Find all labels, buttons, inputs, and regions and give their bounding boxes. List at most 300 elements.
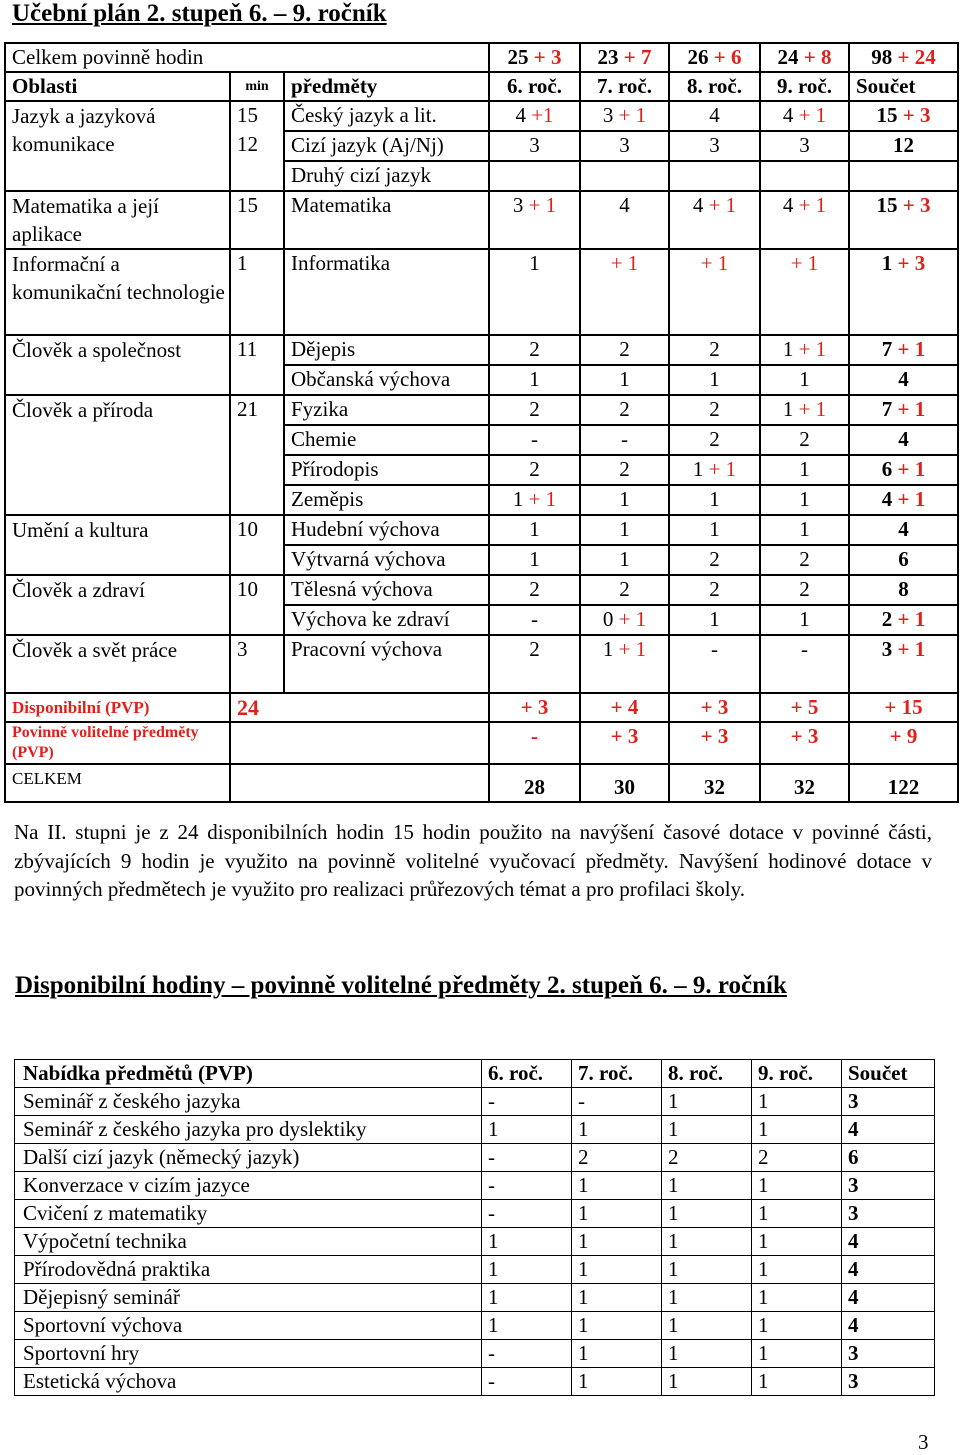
offer-grade-value: 1 [662, 1312, 752, 1340]
sum-value [849, 575, 958, 605]
offer-row [15, 1256, 935, 1284]
cell-base-value: 4 [881, 487, 893, 511]
cell-extra-value: + 3 [897, 103, 931, 127]
cell-base-value: 1 [782, 337, 794, 361]
offer-grade-value: 2 [572, 1144, 662, 1172]
min-cell: 15 [230, 101, 284, 131]
cell-extra-value: + 1 [613, 103, 647, 127]
cell-base-value: 4 [782, 193, 794, 217]
grade-value [489, 635, 580, 693]
cell-extra-value: +1 [525, 103, 554, 127]
area-cell: Informační a komunikační technologie [5, 249, 230, 335]
disponibilni-row [5, 693, 958, 722]
area-cell: Jazyk a jazyková komunikace [5, 101, 230, 191]
grade-value [760, 365, 849, 395]
cell-base-value: 2 [619, 397, 630, 421]
offer-row [15, 1312, 935, 1340]
celkem-sum: 122 [849, 764, 958, 802]
min-cell: 3 [230, 635, 284, 693]
header-grade: 8. roč. [669, 72, 760, 101]
totals-row [5, 43, 958, 72]
grade-value [760, 515, 849, 545]
offer-sum: 3 [842, 1200, 935, 1228]
grade-value [669, 161, 760, 191]
offer-row [15, 1368, 935, 1396]
header-grade: 7. roč. [580, 72, 669, 101]
min-cell: 15 [230, 191, 284, 249]
offer-subject: Seminář z českého jazyka pro dyslektiky [15, 1116, 482, 1144]
grade-value [669, 131, 760, 161]
disponibilni-value: + 4 [580, 693, 669, 722]
cell-base-value: 1 [619, 517, 630, 541]
grade-value [669, 365, 760, 395]
min-cell [230, 605, 284, 635]
grade-value [760, 425, 849, 455]
subject-cell: Matematika [284, 191, 489, 249]
cell-base-value: 1 [799, 517, 810, 541]
area-cell: Člověk a společnost [5, 335, 230, 395]
cell-extra-value: + 1 [892, 397, 926, 421]
offer-sum: 6 [842, 1144, 935, 1172]
header-sum: Součet [849, 72, 958, 101]
grade-value [760, 395, 849, 425]
cell-extra-value: + 6 [708, 45, 742, 69]
cell-base-value: 2 [799, 577, 810, 601]
cell-base-value: 1 [709, 607, 720, 631]
note-paragraph: Na II. stupni je z 24 disponibilních hodin 15 hodin použito na navýšení časové dotace v povinné části, zbývajících 9 hodin je využito na povinně volitelné vyučovací předměty. Navýšení hodinové dotace v povinných předmětech je využito pro realizaci průřezových témat a pro profilaci školy. [14, 820, 932, 901]
grade-value [489, 575, 580, 605]
grade-value [580, 335, 669, 365]
min-cell [230, 545, 284, 575]
cell-base-value: 1 [709, 517, 720, 541]
grade-value [580, 101, 669, 131]
cell-base-value: 6 [898, 547, 909, 571]
cell-extra-value: + 1 [700, 251, 729, 275]
cell-base-value: 4 [619, 193, 630, 217]
offer-sum: 3 [842, 1340, 935, 1368]
cell-base-value: 1 [881, 251, 893, 275]
offer-grade-value: 1 [662, 1172, 752, 1200]
grade-value [760, 191, 849, 249]
cell-extra-value: + 1 [892, 457, 926, 481]
subject-cell: Pracovní výchova [284, 635, 489, 693]
offer-grade-value: 1 [752, 1256, 842, 1284]
cell-extra-value: + 8 [798, 45, 832, 69]
grade-value [580, 515, 669, 545]
offer-grade-value: 1 [662, 1088, 752, 1116]
offer-grade-value: 1 [572, 1228, 662, 1256]
offer-sum: 3 [842, 1088, 935, 1116]
cell-base-value: 4 [782, 103, 794, 127]
cell-base-value: 4 [898, 427, 909, 451]
subject-cell: Tělesná výchova [284, 575, 489, 605]
offer-header-col: 6. roč. [482, 1060, 572, 1088]
cell-extra-value: + 1 [793, 103, 827, 127]
grade-value [489, 395, 580, 425]
offer-grade-value: 1 [752, 1312, 842, 1340]
cell-base-value: 2 [709, 397, 720, 421]
area-cell: Člověk a svět práce [5, 635, 230, 693]
table-row [5, 515, 958, 545]
offer-grade-value: 1 [482, 1228, 572, 1256]
offer-row [15, 1340, 935, 1368]
cell-extra-value: + 1 [613, 637, 647, 661]
offer-header-col: Součet [842, 1060, 935, 1088]
cell-base-value: 26 [687, 45, 709, 69]
offer-grade-value: - [482, 1340, 572, 1368]
grade-value [580, 485, 669, 515]
cell-base-value: 4 [515, 103, 526, 127]
cell-base-value: 2 [529, 337, 540, 361]
cell-base-value: 2 [619, 337, 630, 361]
offer-grade-value: 1 [752, 1340, 842, 1368]
offer-sum: 4 [842, 1284, 935, 1312]
cell-base-value: 1 [529, 517, 540, 541]
cell-base-value: 3 [529, 133, 540, 157]
offer-grade-value: - [482, 1200, 572, 1228]
cell-base-value: 1 [799, 487, 810, 511]
cell-extra-value: + 1 [793, 193, 827, 217]
volitelne-label: Povinně volitelné předměty (PVP) [5, 722, 230, 764]
sum-value [849, 131, 958, 161]
subject-cell: Informatika [284, 249, 489, 335]
offer-grade-value: - [572, 1088, 662, 1116]
offer-row [15, 1116, 935, 1144]
celkem-empty [230, 764, 489, 802]
offer-grade-value: 1 [662, 1284, 752, 1312]
sum-value [849, 605, 958, 635]
cell-base-value: 2 [619, 577, 630, 601]
offer-sum: 4 [842, 1256, 935, 1284]
grade-value [669, 335, 760, 365]
area-cell: Umění a kultura [5, 515, 230, 575]
offer-grade-value: 1 [572, 1200, 662, 1228]
grade-value [489, 335, 580, 365]
cell-base-value: 2 [881, 607, 893, 631]
grade-value [669, 605, 760, 635]
grade-value [580, 161, 669, 191]
grade-value [489, 131, 580, 161]
subject-cell: Fyzika [284, 395, 489, 425]
offer-sum: 4 [842, 1116, 935, 1144]
cell-extra-value: + 24 [892, 45, 936, 69]
offer-grade-value: 1 [662, 1200, 752, 1228]
offer-header-col: 7. roč. [572, 1060, 662, 1088]
celkem-value: 32 [669, 764, 760, 802]
grade-value [760, 335, 849, 365]
subject-cell: Výtvarná výchova [284, 545, 489, 575]
cell-extra-value: + 3 [897, 193, 931, 217]
grade-value [580, 545, 669, 575]
cell-extra-value: + 1 [523, 193, 557, 217]
grade-value [760, 605, 849, 635]
cell-base-value: 7 [881, 337, 893, 361]
cell-base-value: 0 [602, 607, 614, 631]
offer-grade-value: 1 [662, 1340, 752, 1368]
grade-value [580, 131, 669, 161]
offer-row [15, 1088, 935, 1116]
sum-value [849, 635, 958, 693]
cell-extra-value: + 1 [892, 607, 926, 631]
offer-grade-value: 1 [572, 1312, 662, 1340]
cell-base-value: 12 [893, 133, 914, 157]
sum-value [849, 161, 958, 191]
cell-base-value: 25 [507, 45, 529, 69]
offer-grade-value: 1 [482, 1116, 572, 1144]
cell-base-value: 1 [619, 367, 630, 391]
cell-base-value: 2 [529, 457, 540, 481]
offer-subject: Sportovní hry [15, 1340, 482, 1368]
offer-sum: 4 [842, 1228, 935, 1256]
offer-grade-value: 2 [752, 1144, 842, 1172]
grade-value [760, 575, 849, 605]
cell-extra-value: + 1 [703, 193, 737, 217]
offer-grade-value: 2 [662, 1144, 752, 1172]
area-cell: Matematika a její aplikace [5, 191, 230, 249]
cell-base-value: 6 [881, 457, 893, 481]
cell-base-value: 1 [709, 367, 720, 391]
min-cell [230, 485, 284, 515]
offer-header-name: Nabídka předmětů (PVP) [15, 1060, 482, 1088]
cell-base-value: 3 [512, 193, 524, 217]
subject-cell: Druhý cizí jazyk [284, 161, 489, 191]
disponibilni-label: Disponibilní (PVP) [5, 693, 230, 722]
cell-base-value: - [801, 637, 808, 661]
volitelne-value: + 3 [760, 722, 849, 764]
min-cell: 21 [230, 395, 284, 425]
cell-extra-value: + 1 [610, 251, 639, 275]
total-value [580, 43, 669, 72]
grade-value [489, 425, 580, 455]
area-cell: Člověk a příroda [5, 395, 230, 515]
sum-value [849, 365, 958, 395]
cell-base-value: - [531, 427, 538, 451]
grade-value [669, 485, 760, 515]
cell-extra-value: + 1 [892, 637, 926, 661]
cell-base-value: 2 [709, 547, 720, 571]
subject-cell: Cizí jazyk (Aj/Nj) [284, 131, 489, 161]
elective-offer-table [14, 1059, 935, 1396]
disponibilni-sum: + 15 [849, 693, 958, 722]
offer-grade-value: - [482, 1368, 572, 1396]
sum-value [849, 455, 958, 485]
sum-value [849, 395, 958, 425]
cell-base-value: 3 [799, 133, 810, 157]
offer-header-col: 8. roč. [662, 1060, 752, 1088]
cell-base-value: - [531, 607, 538, 631]
offer-grade-value: 1 [572, 1368, 662, 1396]
offer-grade-value: 1 [662, 1256, 752, 1284]
grade-value [580, 365, 669, 395]
offer-row [15, 1200, 935, 1228]
cell-extra-value: + 7 [618, 45, 652, 69]
cell-extra-value: + 1 [793, 337, 827, 361]
grade-value [580, 425, 669, 455]
cell-base-value: 4 [709, 103, 720, 127]
offer-grade-value: 1 [752, 1368, 842, 1396]
table-row [5, 395, 958, 425]
header-grade: 9. roč. [760, 72, 849, 101]
cell-base-value: 3 [619, 133, 630, 157]
disponibilni-value: + 3 [489, 693, 580, 722]
min-cell: 10 [230, 515, 284, 545]
sum-value [849, 191, 958, 249]
disponibilni-value: + 3 [669, 693, 760, 722]
grade-value [669, 515, 760, 545]
offer-sum: 3 [842, 1172, 935, 1200]
grade-value [489, 365, 580, 395]
offer-sum: 4 [842, 1312, 935, 1340]
sum-value [849, 485, 958, 515]
cell-base-value: 3 [709, 133, 720, 157]
min-cell [230, 455, 284, 485]
cell-base-value: 1 [602, 637, 614, 661]
table-row [5, 575, 958, 605]
grade-value [669, 249, 760, 335]
grade-value [760, 545, 849, 575]
total-value [489, 43, 580, 72]
cell-base-value: 24 [777, 45, 799, 69]
offer-grade-value: 1 [572, 1284, 662, 1312]
cell-base-value: 3 [881, 637, 893, 661]
offer-subject: Seminář z českého jazyka [15, 1088, 482, 1116]
celkem-value: 32 [760, 764, 849, 802]
cell-extra-value: + 1 [703, 457, 737, 481]
offer-grade-value: 1 [572, 1116, 662, 1144]
offer-subject: Estetická výchova [15, 1368, 482, 1396]
cell-base-value: 1 [799, 457, 810, 481]
disponibilni-value: + 5 [760, 693, 849, 722]
table-row [5, 249, 958, 335]
table-row [5, 335, 958, 365]
offer-subject: Dějepisný seminář [15, 1284, 482, 1312]
cell-base-value: 2 [799, 547, 810, 571]
cell-extra-value: + 1 [892, 337, 926, 361]
cell-base-value: 7 [881, 397, 893, 421]
offer-grade-value: 1 [662, 1228, 752, 1256]
cell-base-value: 2 [619, 457, 630, 481]
grade-value [760, 101, 849, 131]
grade-value [489, 605, 580, 635]
subject-cell: Chemie [284, 425, 489, 455]
offer-grade-value: 1 [482, 1256, 572, 1284]
offer-grade-value: - [482, 1088, 572, 1116]
celkem-value: 28 [489, 764, 580, 802]
cell-base-value: 1 [529, 367, 540, 391]
grade-value [580, 635, 669, 693]
cell-base-value: 4 [692, 193, 704, 217]
offer-grade-value: 1 [482, 1284, 572, 1312]
sum-value [849, 249, 958, 335]
grade-value [669, 575, 760, 605]
cell-base-value: 1 [512, 487, 524, 511]
subject-cell: Hudební výchova [284, 515, 489, 545]
total-value [669, 43, 760, 72]
cell-base-value: 2 [709, 427, 720, 451]
cell-base-value: 8 [898, 577, 909, 601]
grade-value [489, 161, 580, 191]
offer-grade-value: 1 [572, 1256, 662, 1284]
sum-value [849, 515, 958, 545]
total-label: Celkem povinně hodin [5, 43, 489, 72]
subject-cell: Dějepis [284, 335, 489, 365]
volitelne-value: + 3 [580, 722, 669, 764]
volitelne-sum: + 9 [849, 722, 958, 764]
sum-value [849, 425, 958, 455]
cell-base-value: 1 [692, 457, 704, 481]
table-row [5, 101, 958, 131]
cell-base-value: 1 [619, 487, 630, 511]
table-row [5, 191, 958, 249]
offer-row [15, 1144, 935, 1172]
cell-base-value: 2 [709, 577, 720, 601]
header-oblasti: Oblasti [5, 72, 230, 101]
header-row [5, 72, 958, 101]
cell-base-value: 15 [876, 103, 898, 127]
min-cell [230, 425, 284, 455]
cell-extra-value: + 1 [892, 487, 926, 511]
offer-subject: Sportovní výchova [15, 1312, 482, 1340]
offer-subject: Další cizí jazyk (německý jazyk) [15, 1144, 482, 1172]
cell-extra-value: + 1 [523, 487, 557, 511]
offer-grade-value: 1 [662, 1116, 752, 1144]
subject-cell: Zeměpis [284, 485, 489, 515]
grade-value [669, 101, 760, 131]
subject-cell: Občanská výchova [284, 365, 489, 395]
cell-base-value: - [621, 427, 628, 451]
offer-grade-value: 1 [752, 1228, 842, 1256]
grade-value [669, 191, 760, 249]
grade-value [580, 575, 669, 605]
offer-row [15, 1172, 935, 1200]
cell-extra-value: + 3 [528, 45, 562, 69]
offer-grade-value: - [482, 1172, 572, 1200]
sum-value [849, 101, 958, 131]
grade-value [580, 395, 669, 425]
cell-base-value: 1 [782, 397, 794, 421]
min-cell: 1 [230, 249, 284, 335]
offer-grade-value: 1 [662, 1368, 752, 1396]
celkem-value: 30 [580, 764, 669, 802]
section-title: Disponibilní hodiny – povinně volitelné předměty 2. stupeň 6. – 9. ročník [15, 972, 787, 999]
volitelne-value: + 3 [669, 722, 760, 764]
page-title: Učební plán 2. stupeň 6. – 9. ročník [12, 0, 387, 27]
grade-value [489, 191, 580, 249]
cell-base-value: 1 [799, 607, 810, 631]
offer-grade-value: 1 [482, 1312, 572, 1340]
volitelne-value: - [489, 722, 580, 764]
cell-extra-value: + 1 [790, 251, 819, 275]
grade-value [489, 455, 580, 485]
grade-value [760, 131, 849, 161]
grade-value [760, 455, 849, 485]
grade-value [489, 249, 580, 335]
header-grade: 6. roč. [489, 72, 580, 101]
sum-value [849, 335, 958, 365]
grade-value [489, 545, 580, 575]
subject-cell: Český jazyk a lit. [284, 101, 489, 131]
offer-grade-value: 1 [752, 1284, 842, 1312]
offer-grade-value: 1 [752, 1200, 842, 1228]
grade-value [489, 515, 580, 545]
celkem-row [5, 764, 958, 802]
offer-grade-value: 1 [572, 1340, 662, 1368]
cell-base-value: 1 [709, 487, 720, 511]
total-value [760, 43, 849, 72]
offer-row [15, 1228, 935, 1256]
cell-base-value: 23 [597, 45, 619, 69]
grade-value [760, 249, 849, 335]
